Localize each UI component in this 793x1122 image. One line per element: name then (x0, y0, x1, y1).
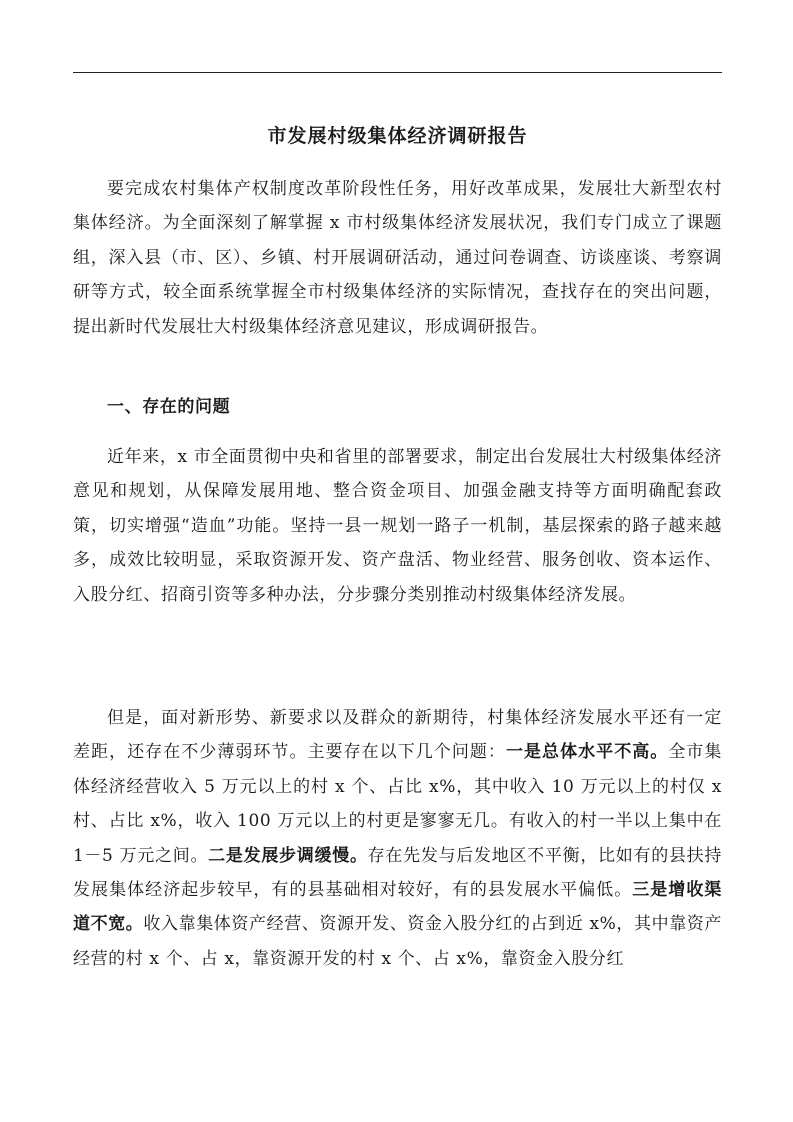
point-1-text: 全市集体经济经营收入 5 万元以上的村 x 个、占比 x%，其中收入 10 万元以上的村仅 x 村、占比 x%，收入 100 万元以上的村更是寥寥无几。有收入的村一半以上集中在 1－5 万元之间。 (73, 742, 722, 866)
point-3-text: 收入靠集体资产经营、资源开发、资金入股分红的占到近 x%，其中靠资产经营的村 x 个、占 x，靠资源开发的村 x 个、占 x%，靠资金入股分红 (73, 914, 722, 969)
problems-paragraph (73, 701, 722, 976)
section-heading-problems: 一、存在的问题 (107, 397, 231, 417)
point-2-title: 二是发展步调缓慢。 (208, 845, 368, 866)
header-rule (73, 72, 722, 73)
point-2-text: 存在先发与后发地区不平衡，比如有的县扶持发展集体经济起步较早，有的县基础相对较好，有的县发展水平偏低。 (73, 845, 722, 901)
point-1-title: 一是总体水平不高。 (505, 742, 669, 763)
problems-lead: 但是，面对新形势、新要求以及群众的新期待，村集体经济发展水平还有一定差距，还存在不少薄弱环节。主要存在以下几个问题： (73, 708, 722, 763)
document-title: 市发展村级集体经济调研报告 (267, 125, 528, 147)
progress-paragraph: 近年来，x 市全面贯彻中央和省里的部署要求，制定出台发展壮大村级集体经济意见和规划，从保障发展用地、整合资金项目、加强金融支持等方面明确配套政策，切实增强“造血”功能。坚持一县一规划一路子一机制，基层探索的路子越来越多，成效比较明显，采取资源开发、资产盘活、物业经营、服务创收、资本运作、入股分红、招商引资等多种办法，分步骤分类别推动村级集体经济发展。 (73, 447, 722, 605)
intro-paragraph: 要完成农村集体产权制度改革阶段性任务，用好改革成果，发展壮大新型农村集体经济。为全面深刻了解掌握 x 市村级集体经济发展状况，我们专门成立了课题组，深入县（市、区）、乡镇、村开展调研活动，通过问卷调查、访谈座谈、考察调研等方式，较全面系统掌握全市村级集体经济的实际情况，查找存在的突出问题，提出新时代发展壮大村级集体经济意见建议，形成调研报告。 (73, 179, 722, 337)
point-3-title: 三是增收渠道不宽。 (73, 880, 722, 935)
